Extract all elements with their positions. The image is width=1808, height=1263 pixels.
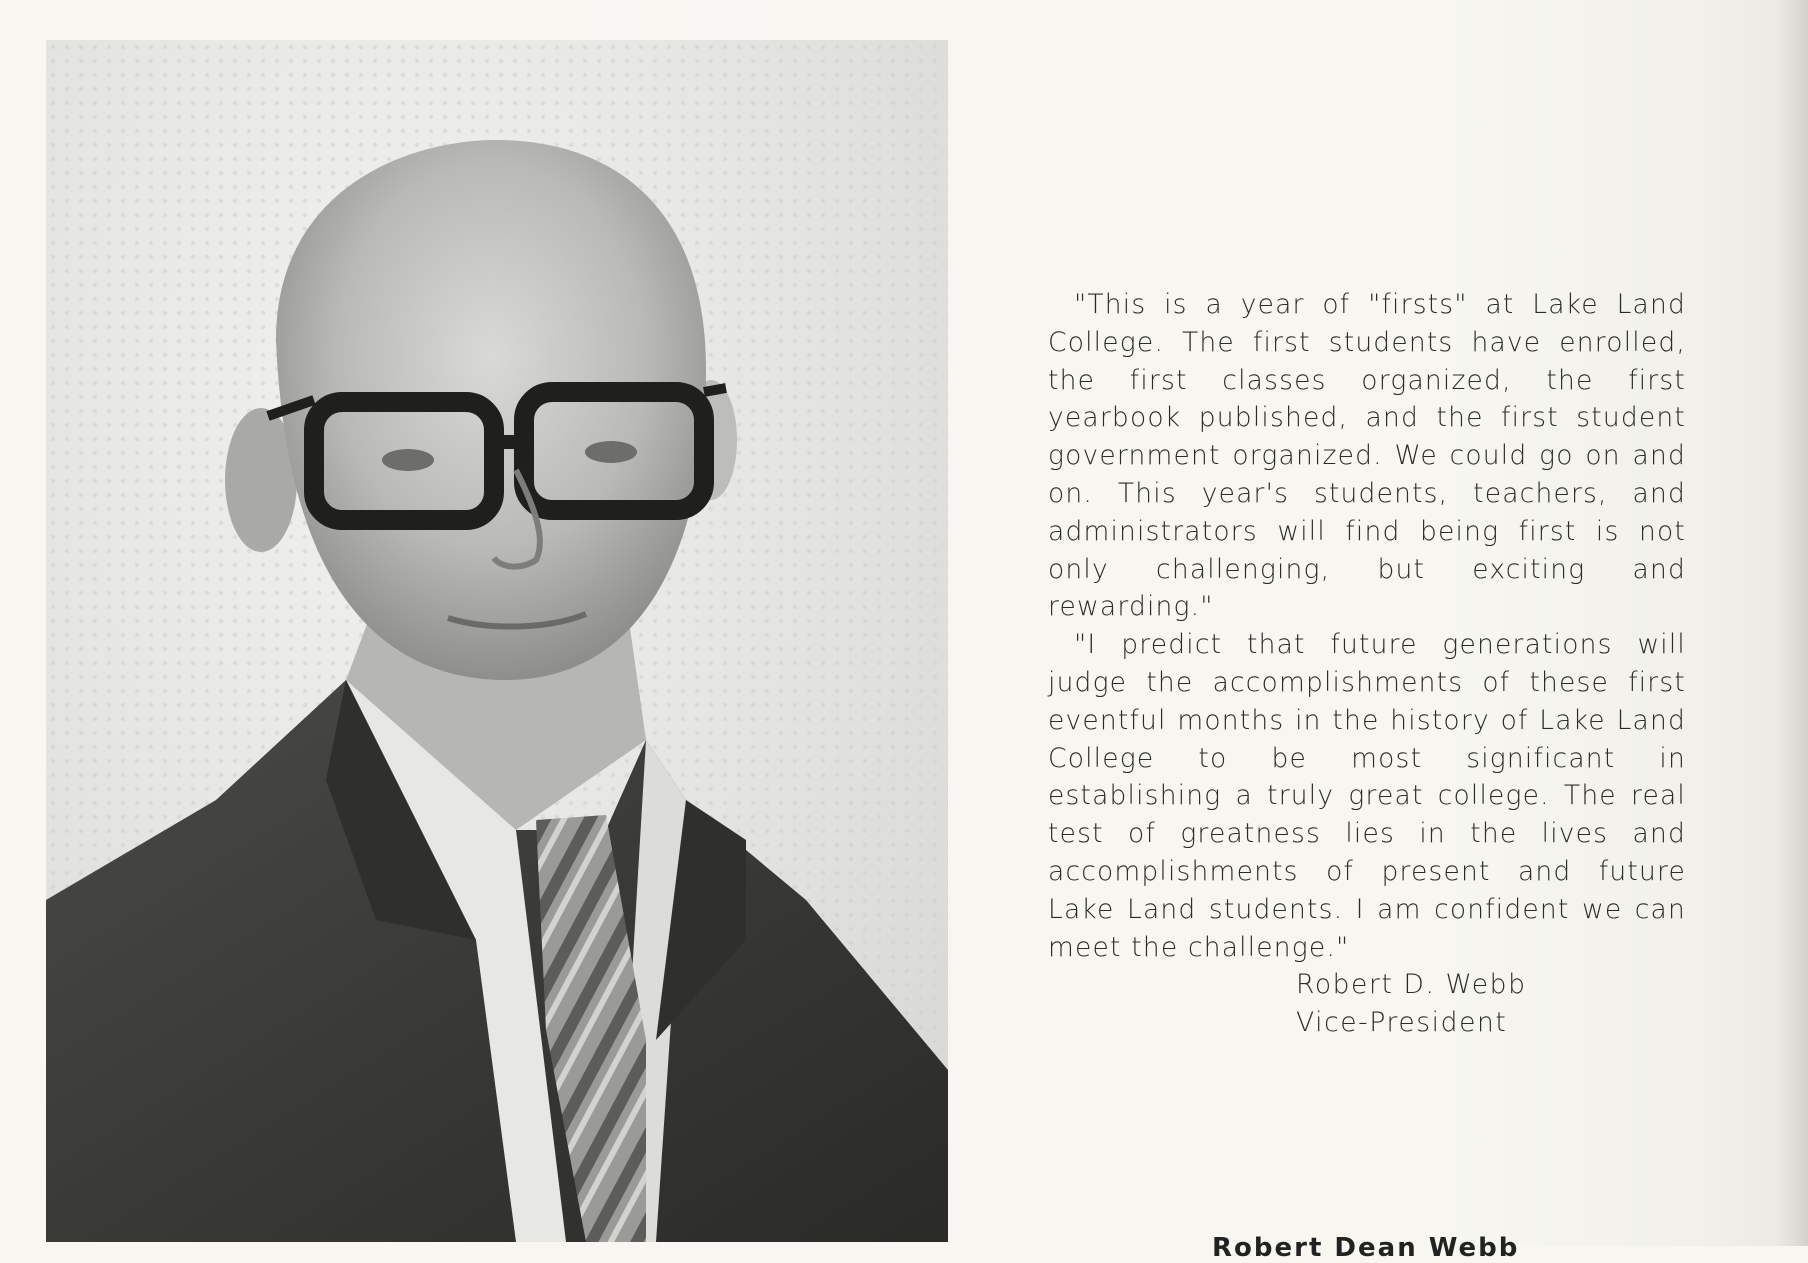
signature-block [1296,966,1686,1042]
quote-paragraph-1: "This is a year of "firsts" at Lake Land College. The first students have enrolled, the first classes organized, the first yearbook published, and the first student government organized. We could go on and on. This year's students, teachers, and administrators will find being first is not only challenging, but exciting and rewarding." [1048,289,1686,623]
vice-president-message [1048,286,1686,1042]
portrait-photo [46,40,948,1242]
photo-caption: Robert Dean Webb [1212,1233,1520,1263]
signature-name: Robert D. Webb [1296,969,1527,1001]
quote-paragraph-2: "I predict that future generations will judge the accomplishments of these first eventful months in the history of Lake Land College to be most significant in establishing a truly great college. The real test of greatness lies in the lives and accomplishments of present and future Lake Land students. I am confident we can meet the challenge." [1048,629,1686,963]
signature-title: Vice-President [1296,1007,1508,1039]
page-gutter-shadow [1776,0,1808,1246]
